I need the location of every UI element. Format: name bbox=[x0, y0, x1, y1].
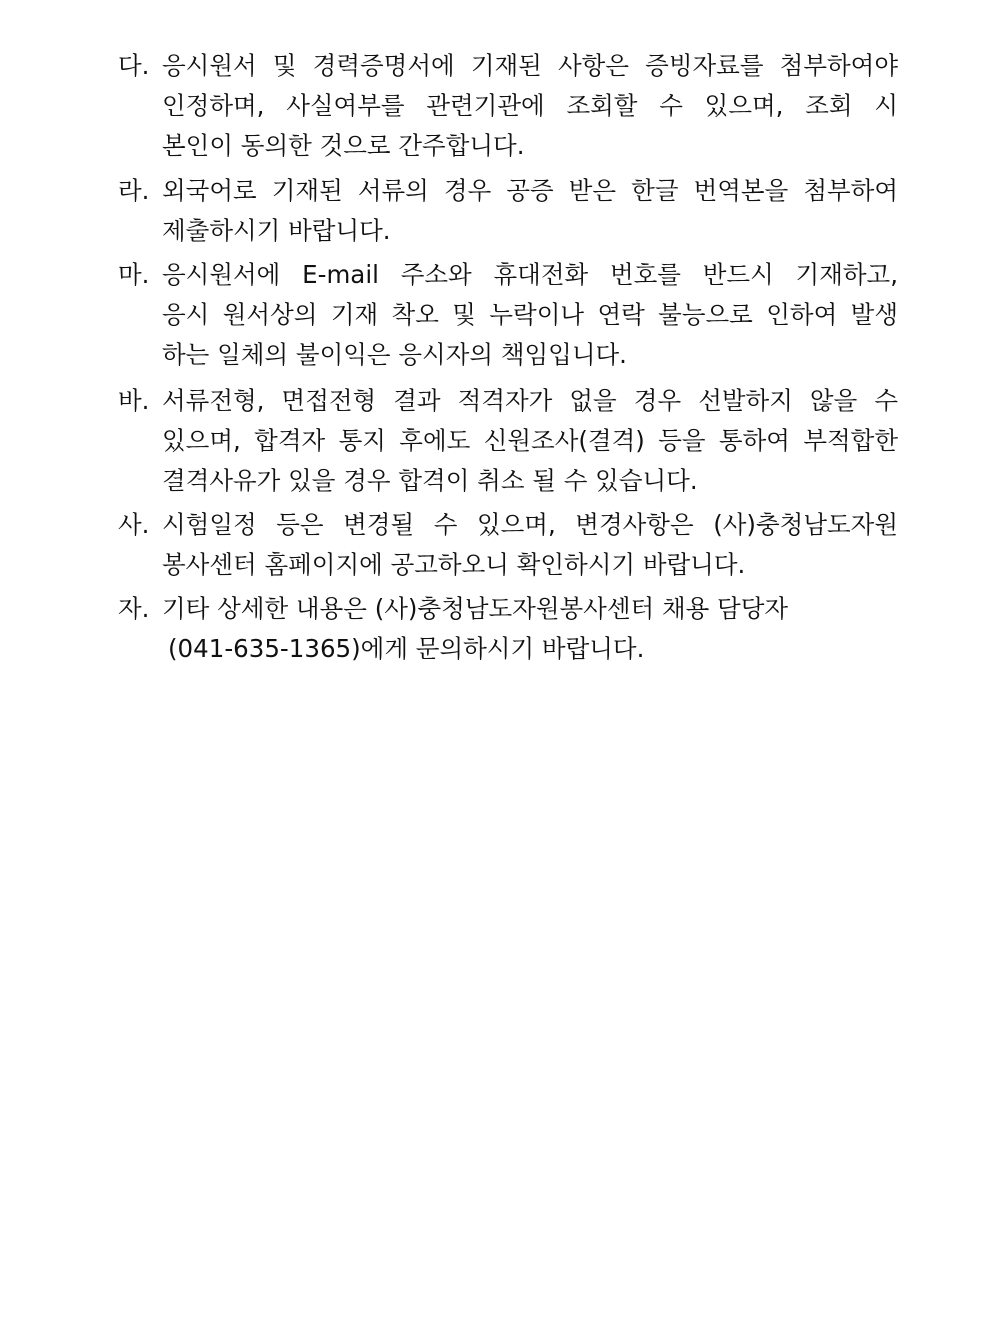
notice-line bbox=[118, 211, 898, 251]
line-text: (041-635-1365)에게 문의하시기 바랍니다. bbox=[168, 634, 645, 663]
item-label: 바. bbox=[118, 386, 150, 415]
line-text: 응시원서 및 경력증명서에 기재된 사항은 증빙자료를 첨부하여야 bbox=[162, 51, 898, 80]
notice-line bbox=[118, 335, 898, 375]
notice-line bbox=[118, 421, 898, 461]
line-text: 서류전형, 면접전형 결과 적격자가 없을 경우 선발하지 않을 수 bbox=[162, 386, 898, 415]
notice-line bbox=[118, 461, 898, 501]
line-text: 응시 원서상의 기재 착오 및 누락이나 연락 불능으로 인하여 발생 bbox=[162, 300, 898, 329]
notice-line bbox=[118, 381, 898, 421]
line-text: 본인이 동의한 것으로 간주합니다. bbox=[162, 131, 525, 160]
line-text: 기타 상세한 내용은 (사)충청남도자원봉사센터 채용 담당자 bbox=[162, 594, 789, 623]
notice-item-ja bbox=[118, 589, 898, 669]
line-text: 결격사유가 있을 경우 합격이 취소 될 수 있습니다. bbox=[162, 466, 698, 495]
item-label: 라. bbox=[118, 176, 150, 205]
notice-line bbox=[118, 629, 898, 669]
notice-line bbox=[118, 46, 898, 86]
line-text: 응시원서에 E-mail 주소와 휴대전화 번호를 반드시 기재하고, bbox=[162, 260, 898, 289]
item-label: 자. bbox=[118, 594, 150, 623]
notice-item-ba bbox=[118, 381, 898, 501]
line-text: 있으며, 합격자 통지 후에도 신원조사(결격) 등을 통하여 부적합한 bbox=[162, 426, 898, 455]
notice-item-sa bbox=[118, 505, 898, 585]
notice-line bbox=[118, 86, 898, 126]
notice-line bbox=[118, 171, 898, 211]
notice-item-ra bbox=[118, 171, 898, 251]
item-label: 다. bbox=[118, 51, 150, 80]
line-text: 외국어로 기재된 서류의 경우 공증 받은 한글 번역본을 첨부하여 bbox=[162, 176, 898, 205]
notice-line bbox=[118, 126, 898, 166]
notice-line bbox=[118, 505, 898, 545]
notice-item-da bbox=[118, 46, 898, 166]
line-text: 제출하시기 바랍니다. bbox=[162, 216, 391, 245]
line-text: 하는 일체의 불이익은 응시자의 책임입니다. bbox=[162, 340, 627, 369]
notice-line bbox=[118, 589, 898, 629]
line-text: 시험일정 등은 변경될 수 있으며, 변경사항은 (사)충청남도자원 bbox=[162, 510, 898, 539]
line-text: 인정하며, 사실여부를 관련기관에 조회할 수 있으며, 조회 시 bbox=[162, 91, 898, 120]
notice-line bbox=[118, 295, 898, 335]
notice-item-ma bbox=[118, 255, 898, 375]
notice-line bbox=[118, 545, 898, 585]
line-text: 봉사센터 홈페이지에 공고하오니 확인하시기 바랍니다. bbox=[162, 550, 746, 579]
item-label: 마. bbox=[118, 260, 150, 289]
item-label: 사. bbox=[118, 510, 150, 539]
notice-line bbox=[118, 255, 898, 295]
